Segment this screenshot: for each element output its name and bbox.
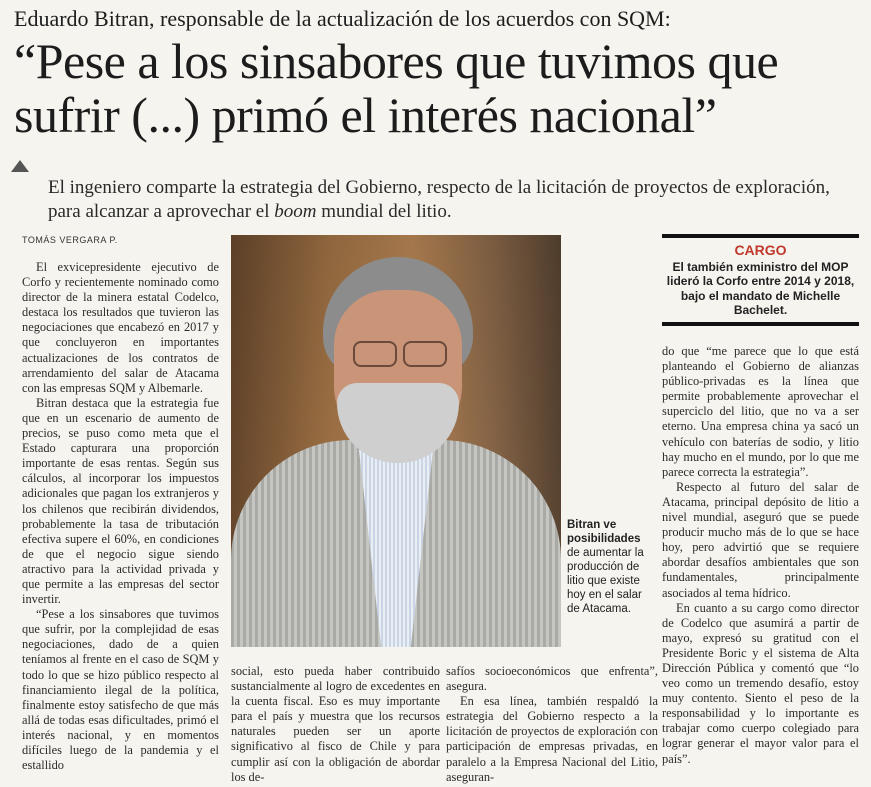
photo-glasses-left xyxy=(353,341,397,367)
caption-bold: Bitran ve posibilidades xyxy=(567,519,641,545)
box-rule-bottom xyxy=(662,322,859,326)
photo-glasses-right xyxy=(403,341,447,367)
paragraph: social, esto pueda haber contribuido sustancialmente al logro de excedentes en la cuenta fiscal. Eso es muy importante para el país y muestra que los recursos naturales pueden ser un aporte significativo al fisco de Chile y para cumplir así con la obligación de abordar los de- xyxy=(231,664,440,784)
paragraph: do que “me parece que lo que está planteando el Gobierno de alianzas público-privadas es la línea que permite probablemente aprovechar el superciclo del litio, que no va a ser eterno. Una empresa china ya sacó un vehículo con baterías de sodio, y litio hay mucho en el mundo, por lo que me parece correcta la estrategia”. xyxy=(662,344,859,479)
article-column-3 xyxy=(446,664,658,785)
article-column-4 xyxy=(662,344,859,767)
paragraph: safíos socioeconómicos que enfrenta”, asegura. xyxy=(446,664,658,694)
kicker: Eduardo Bitran, responsable de la actualización de los acuerdos con SQM: xyxy=(14,6,671,31)
box-title: CARGO xyxy=(734,242,787,258)
article-column-1 xyxy=(22,260,219,773)
paragraph: “Pese a los sinsabores que tuvimos que sufrir, por la complejidad de esas negociaciones, dado de a quien teníamos al frente en el caso de SQM y todo lo que se hizo público respecto al financiamiento ilegal de la política, finalmente estoy satisfecho de que más allá de todas esas dificultades, primó el interés nacional, y en momentos difíciles luego de la pandemia y el estallido xyxy=(22,607,219,773)
photo-caption xyxy=(567,518,647,616)
caption-text: de aumentar la producción de litio que existe hoy en el salar de Atacama. xyxy=(567,547,644,615)
subhead-emphasis: boom xyxy=(274,201,317,222)
subhead xyxy=(48,176,858,224)
subhead-text-after: mundial del litio. xyxy=(316,201,452,222)
paragraph: El exvicepresidente ejecutivo de Corfo y recientemente nominado como director de la minera estatal Codelco, destaca los resultados que tuvieron las negociaciones que encabezó en 2017 y que concluyeron en importantes actualizaciones de los contratos de arrendamiento del salar de Atacama con las empresas SQM y Albemarle. xyxy=(22,260,219,395)
sidebar-box xyxy=(662,234,859,326)
article-column-2 xyxy=(231,664,440,785)
paragraph: En esa línea, también respaldó la estrategia del Gobierno respecto a la licitación de proyectos de exploración con participación de empresas privadas, en paralelo a la Empresa Nacional del Litio, aseguran- xyxy=(446,694,658,784)
subhead-text-before: El ingeniero comparte la estrategia del Gobierno, respecto de la licitación de proyectos de exploración, para alcanzar a aprovechar el xyxy=(48,177,830,222)
paragraph: Respecto al futuro del salar de Atacama, principal depósito de litio a nivel mundial, aseguró que se puede producir mucho más de lo que se hace hoy, pero advirtió que se requiere abordar desafíos ambientales que son fundamentales, principalmente asociados al tema hídrico. xyxy=(662,479,859,600)
byline: TOMÁS VERGARA P. xyxy=(22,235,118,245)
box-body: El también exministro del MOP lideró la Corfo entre 2014 y 2018, bajo el mandato de Michelle Bachelet. xyxy=(666,260,855,318)
triangle-bullet-icon xyxy=(11,160,29,172)
paragraph: Bitran destaca que la estrategia fue que en un escenario de aumento de precios, se puso como meta que el Estado capturara una proporción importante de esas rentas. Según sus cálculos, al incorporar los impuestos adicionales que pagan los extranjeros y los chilenos que recibirán dividendos, probablemente la tasa de tributación efectiva supere el 60%, en condiciones de que el negocio sigue siendo atractivo para la actividad privada y que permite a las empresas del sector invertir. xyxy=(22,395,219,607)
paragraph: En cuanto a su cargo como director de Codelco que asumirá a partir de mayo, expresó su gratitud con el Presidente Boric y el sistema de Alta Dirección Pública y comentó que “lo veo como un tremendo desafío, estoy muy contento. Siento el peso de la responsabilidad y lo importante es trabajar como cuerpo colegiado para lograr generar el mayor valor para el país”. xyxy=(662,600,859,766)
portrait-photo xyxy=(231,235,561,647)
headline: “Pese a los sinsabores que tuvimos que sufrir (...) primó el interés nacional” xyxy=(14,33,779,143)
box-rule-top xyxy=(662,234,859,238)
